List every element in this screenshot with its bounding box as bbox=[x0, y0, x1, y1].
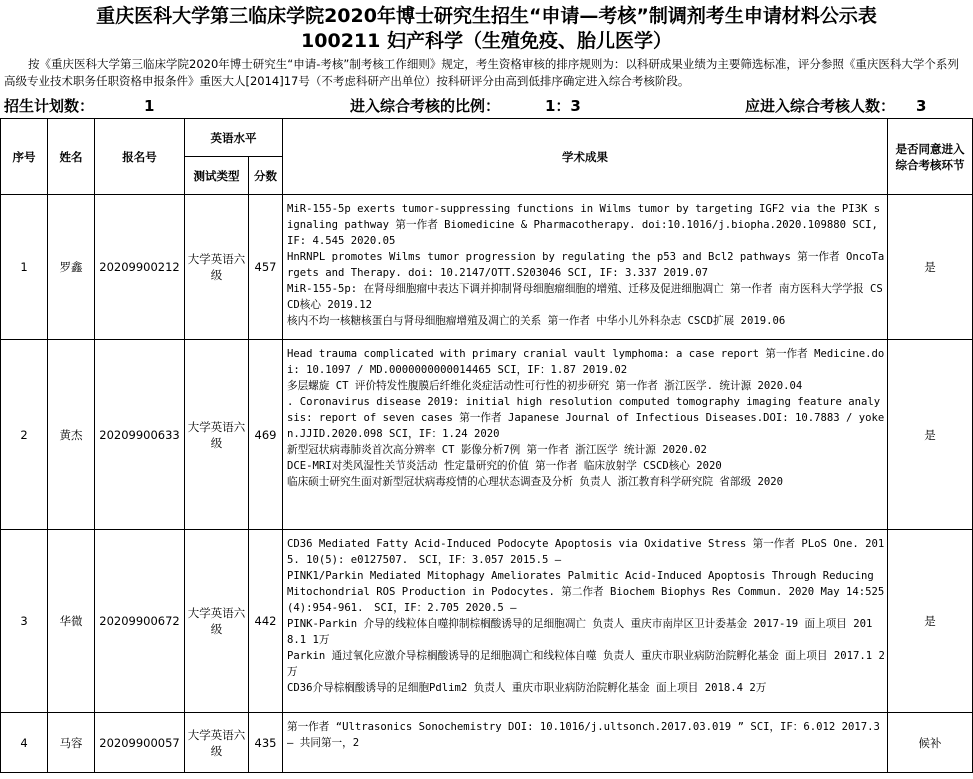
row-reg-no: 20209900057 bbox=[95, 713, 185, 773]
row-score: 457 bbox=[249, 195, 283, 340]
achievement-item: CD36 Mediated Fatty Acid-Induced Podocyte Apoptosis via Oxidative Stress 第一作者 PLoS One. 2015. 10(5): e0127507. SCI，IF：3.057 2015.5 — bbox=[287, 538, 885, 566]
quota-value: 1 bbox=[144, 97, 155, 115]
header-agree: 是否同意进入综合考核环节 bbox=[888, 119, 973, 195]
row-reg-no: 20209900633 bbox=[95, 340, 185, 530]
table-row bbox=[1, 195, 973, 340]
table-row bbox=[1, 530, 973, 713]
achievement-item: 核内不均一核糖核蛋白与肾母细胞瘤增殖及凋亡的关系 第一作者 中华小儿外科杂志 CSCD扩展 2019.06 bbox=[287, 315, 786, 327]
count-value: 3 bbox=[916, 97, 927, 115]
page-subtitle: 100211 妇产科学（生殖免疫、胎儿医学） bbox=[301, 30, 672, 52]
row-agree: 候补 bbox=[888, 713, 973, 773]
achievement-item: 第一作者 “Ultrasonics Sonochemistry DOI: 10.1016/j.ultsonch.2017.03.019 ” SCI，IF：6.012 2017.3 — 共同第一，2 bbox=[287, 721, 880, 749]
row-name: 黄杰 bbox=[48, 340, 95, 530]
row-test-type: 大学英语六级 bbox=[185, 530, 249, 713]
selection-rule-text: 按《重庆医科大学第三临床学院2020年博士研究生“申请-考核”制考核工作细则》规定，考生资格审核的排序规则为：以科研成果业绩为主要筛选标准，评分参照《重庆医科大学个系列高级专业技术职务任职资格申报条件》重医大人[2014]17号（不考虑科研产出单位）按科研评分由高到低排序确定进入综合考核阶段。 bbox=[4, 57, 959, 88]
header-test-type: 测试类型 bbox=[185, 157, 249, 195]
header-name: 姓名 bbox=[48, 119, 95, 195]
row-score: 435 bbox=[249, 713, 283, 773]
row-achievements bbox=[283, 530, 888, 713]
header-seq: 序号 bbox=[1, 119, 48, 195]
row-name: 华微 bbox=[48, 530, 95, 713]
quota-label: 招生计划数： bbox=[4, 97, 95, 115]
page-title: 重庆医科大学第三临床学院2020年博士研究生招生“申请—考核”制调剂考生申请材料公示表 bbox=[96, 5, 877, 27]
count-label: 应进入综合考核人数： bbox=[745, 97, 896, 115]
applicant-table bbox=[0, 118, 973, 773]
achievement-item: 多层螺旋 CT 评价特发性腹膜后纤维化炎症活动性可行性的初步研究 第一作者 浙江医学. 统计源 2020.04 bbox=[287, 380, 803, 392]
header-achievements: 学术成果 bbox=[283, 119, 888, 195]
row-name: 马容 bbox=[48, 713, 95, 773]
achievement-item: CD36介导棕榈酸诱导的足细胞Pdlim2 负责人 重庆市职业病防治院孵化基金 面上项目 2018.4 2万 bbox=[287, 682, 767, 694]
achievement-item: MiR-155-5p exerts tumor-suppressing functions in Wilms tumor by targeting IGF2 via the PI3K signaling pathway 第一作者 Biomedicine & Pharmacotherapy. doi:10.1016/j.biopha.2020.109880 SCI, IF: 4.545 2020.05 bbox=[287, 203, 881, 247]
table-row bbox=[1, 340, 973, 530]
row-seq: 4 bbox=[1, 713, 48, 773]
header-score: 分数 bbox=[249, 157, 283, 195]
row-seq: 1 bbox=[1, 195, 48, 340]
achievement-item: DCE-MRI对类风湿性关节炎活动 性定量研究的价值 第一作者 临床放射学 CSCD核心 2020 bbox=[287, 460, 722, 472]
row-score: 442 bbox=[249, 530, 283, 713]
row-achievements bbox=[283, 195, 888, 340]
ratio-label: 进入综合考核的比例： bbox=[350, 97, 501, 115]
header-english: 英语水平 bbox=[185, 119, 283, 157]
achievement-item: MiR-155-5p: 在肾母细胞瘤中表达下调并抑制肾母细胞瘤细胞的增殖、迁移及促进细胞凋亡 第一作者 南方医科大学学报 CSCD核心 2019.12 bbox=[287, 283, 883, 311]
achievement-item: PINK-Parkin 介导的线粒体自噬抑制棕榈酸诱导的足细胞凋亡 负责人 重庆市南岸区卫计委基金 2017-19 面上项目 2018.1 1万 bbox=[287, 618, 873, 646]
achievement-item: 临床硕士研究生面对新型冠状病毒疫情的心理状态调查及分析 负责人 浙江教育科学研究院 省部级 2020 bbox=[287, 476, 783, 488]
row-reg-no: 20209900672 bbox=[95, 530, 185, 713]
row-achievements bbox=[283, 713, 888, 773]
row-test-type: 大学英语六级 bbox=[185, 340, 249, 530]
achievement-item: Parkin 通过氧化应激介导棕榈酸诱导的足细胞凋亡和线粒体自噬 负责人 重庆市职业病防治院孵化基金 面上项目 2017.1 2万 bbox=[287, 650, 885, 678]
row-agree: 是 bbox=[888, 340, 973, 530]
achievement-item: . Coronavirus disease 2019: initial high resolution computed tomography imaging feature analysis: report of seven cases 第一作者 Japanese Journal of Infectious Diseases.DOI: 10.7883 / yoken.JJID.2020.098 SCI，IF：1.24 2020 bbox=[287, 396, 885, 440]
row-name: 罗鑫 bbox=[48, 195, 95, 340]
ratio-value: 1：3 bbox=[545, 97, 581, 115]
achievement-item: PINK1/Parkin Mediated Mitophagy Ameliorates Palmitic Acid-Induced Apoptosis Through Reducing Mitochondrial ROS Production in Podocytes. 第二作者 Biochem Biophys Res Commun. 2020 May 14:525(4):954-961. SCI，IF：2.705 2020.5 — bbox=[287, 570, 885, 614]
row-agree: 是 bbox=[888, 195, 973, 340]
table-row bbox=[1, 713, 973, 773]
row-score: 469 bbox=[249, 340, 283, 530]
row-achievements bbox=[283, 340, 888, 530]
row-test-type: 大学英语六级 bbox=[185, 713, 249, 773]
achievement-item: 新型冠状病毒肺炎首次高分辨率 CT 影像分析7例 第一作者 浙江医学 统计源 2020.02 bbox=[287, 444, 707, 456]
row-seq: 3 bbox=[1, 530, 48, 713]
row-agree: 是 bbox=[888, 530, 973, 713]
row-seq: 2 bbox=[1, 340, 48, 530]
achievement-item: Head trauma complicated with primary cranial vault lymphoma: a case report 第一作者 Medicine.doi: 10.1097 / MD.0000000000014465 SCI，IF：1.87 2019.02 bbox=[287, 348, 885, 376]
header-reg-no: 报名号 bbox=[95, 119, 185, 195]
row-test-type: 大学英语六级 bbox=[185, 195, 249, 340]
achievement-item: HnRNPL promotes Wilms tumor progression by regulating the p53 and Bcl2 pathways 第一作者 OncoTargets and Therapy. doi: 10.2147/OTT.S203046 SCI, IF: 3.337 2019.07 bbox=[287, 251, 885, 279]
selection-rule-note bbox=[4, 56, 970, 90]
row-reg-no: 20209900212 bbox=[95, 195, 185, 340]
